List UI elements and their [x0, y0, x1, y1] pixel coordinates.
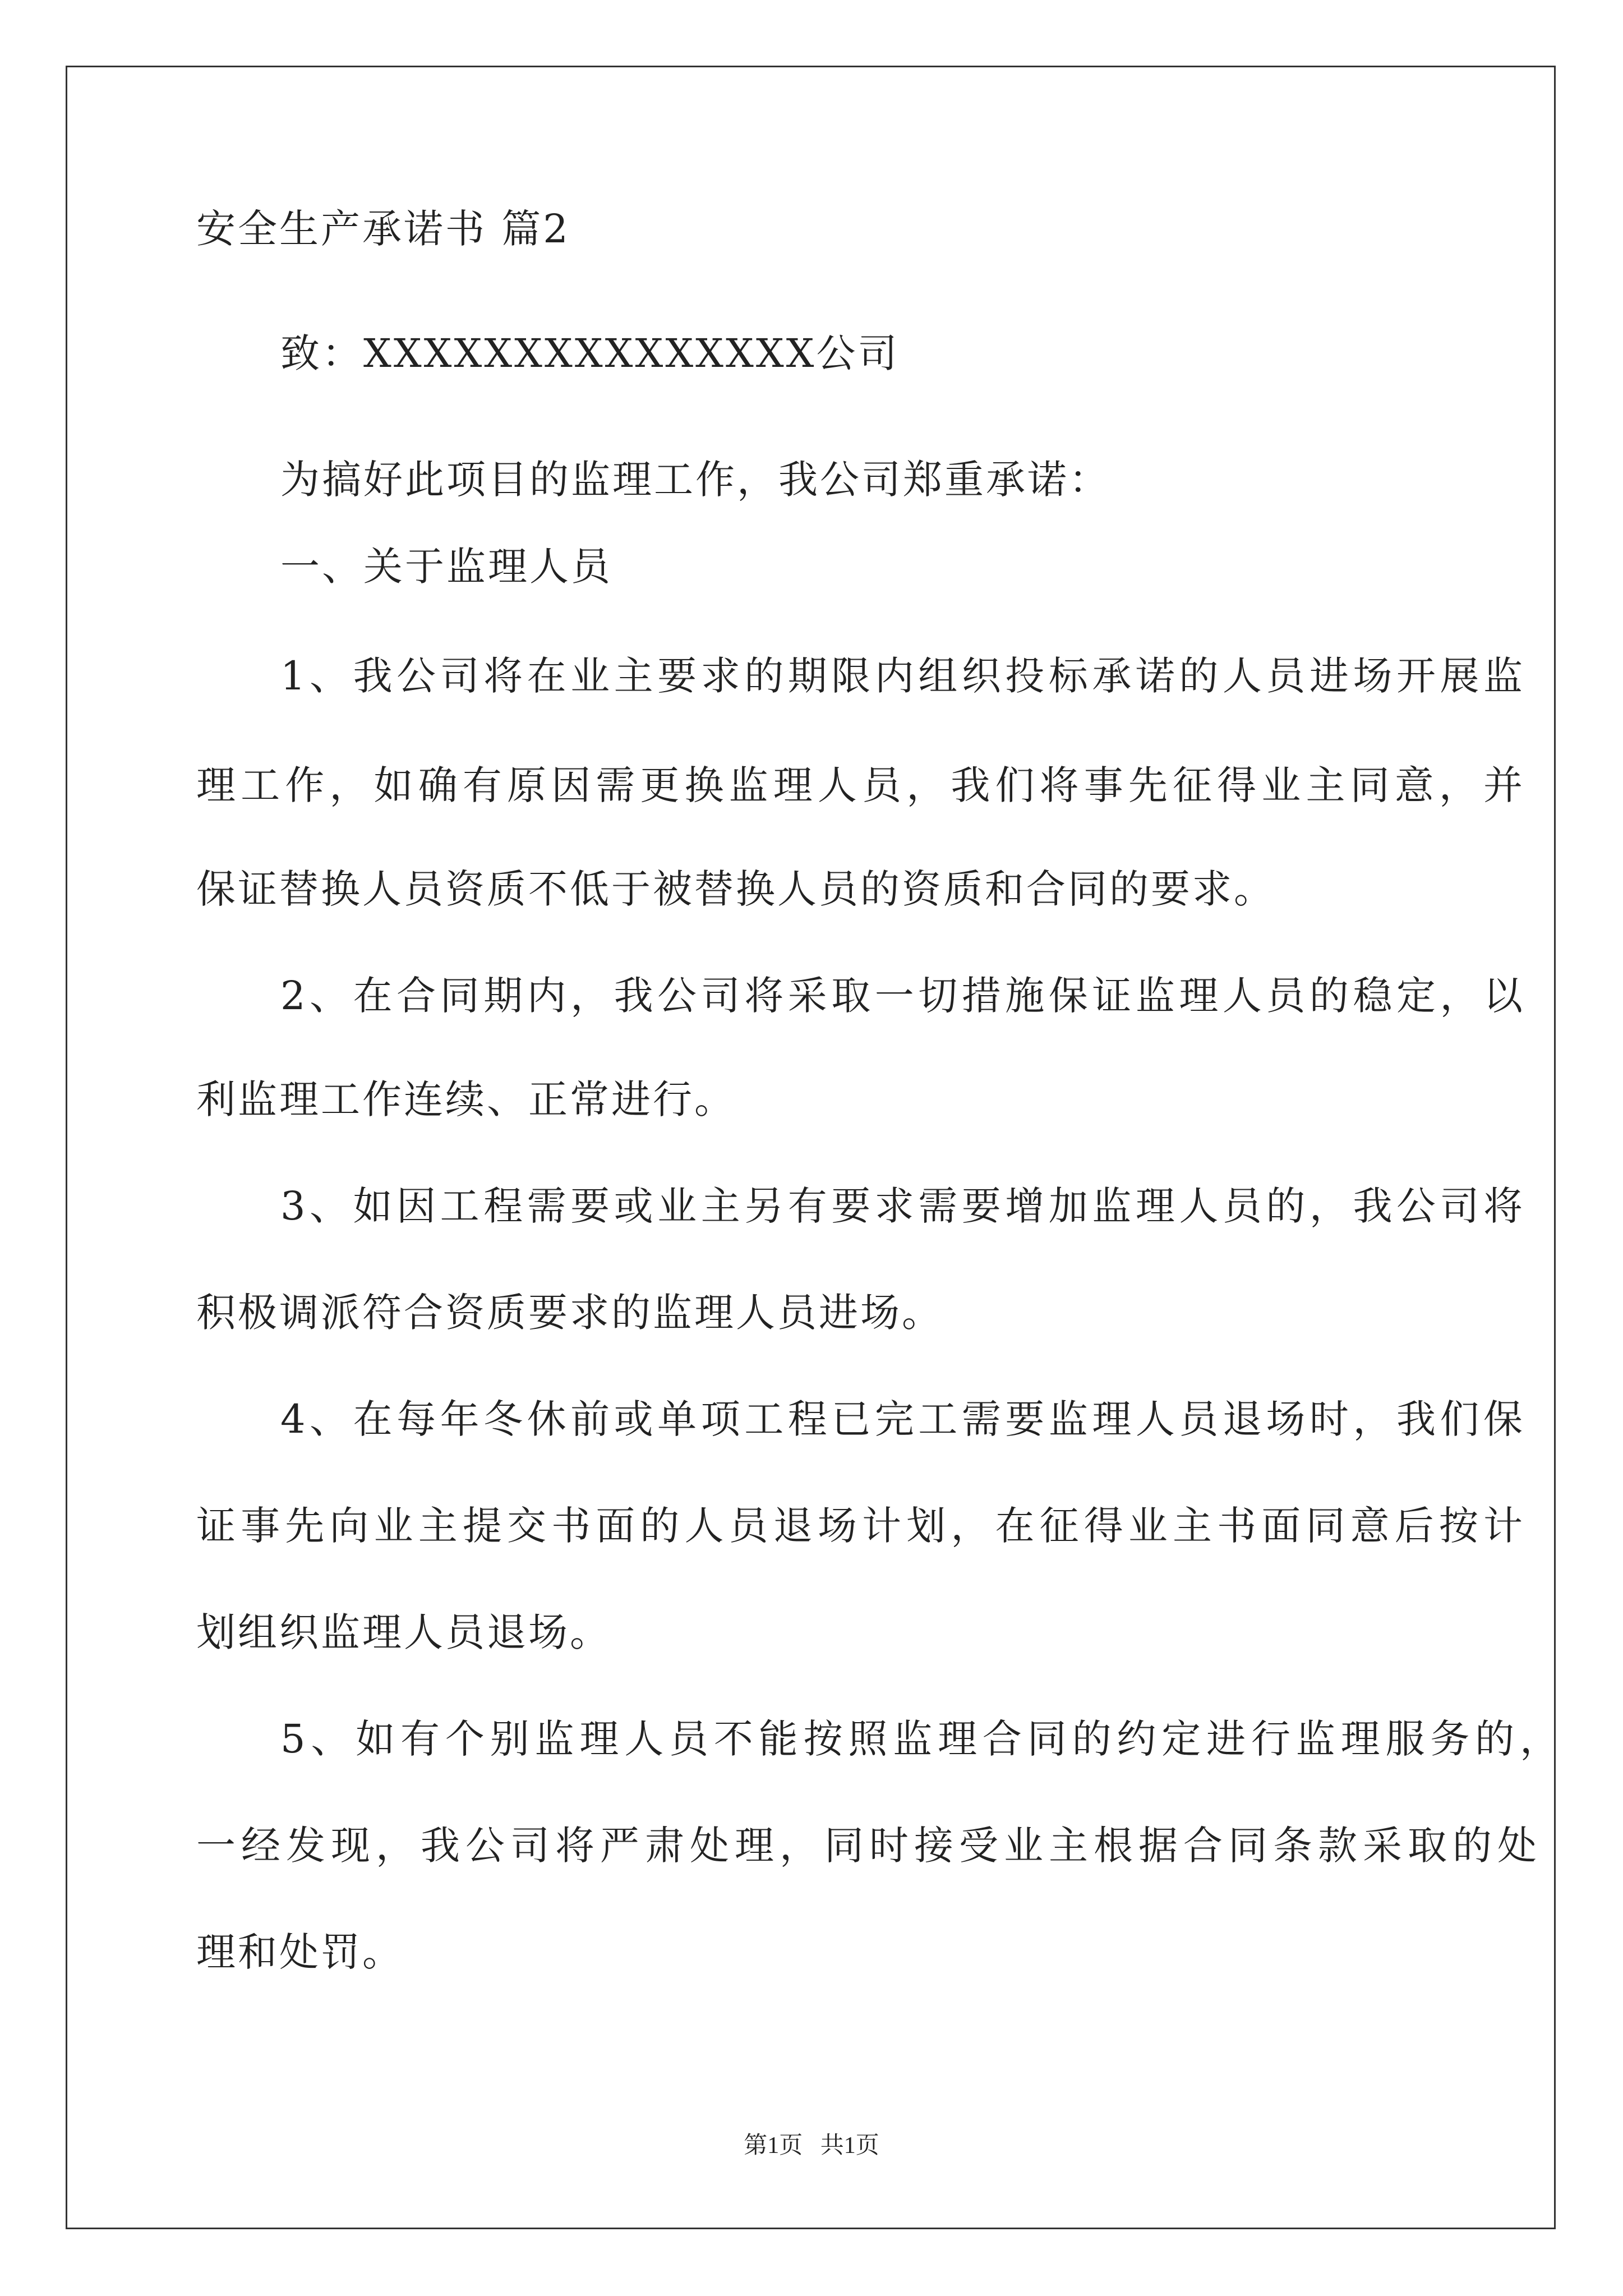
paragraph-line: 划组织监理人员退场。	[196, 1609, 611, 1655]
page-border	[66, 66, 1556, 2229]
page-number-footer: 第1页 共1页	[744, 2133, 879, 2159]
paragraph-line: 证事先向业主提交书面的人员退场计划，在征得业主书面同意后按计	[196, 1503, 1523, 1549]
paragraph-line: 积极调派符合资质要求的监理人员进场。	[196, 1290, 943, 1336]
section-heading: 一、关于监理人员	[280, 544, 612, 590]
paragraph-line: 理工作，如确有原因需更换监理人员，我们将事先征得业主同意，并	[196, 762, 1523, 808]
paragraph-line: 4、在每年冬休前或单项工程已完工需要监理人员退场时，我们保	[280, 1396, 1523, 1442]
paragraph-line: 5、如有个别监理人员不能按照监理合同的约定进行监理服务的，	[280, 1716, 1559, 1762]
paragraph-line: 2、在合同期内，我公司将采取一切措施保证监理人员的稳定，以	[280, 973, 1523, 1019]
intro-paragraph: 为搞好此项目的监理工作，我公司郑重承诺：	[280, 457, 1110, 503]
document-title: 安全生产承诺书 篇2	[196, 206, 570, 252]
paragraph-line: 理和处罚。	[196, 1929, 404, 1975]
paragraph-line: 1、我公司将在业主要求的期限内组织投标承诺的人员进场开展监	[280, 653, 1523, 699]
paragraph-line: 3、如因工程需要或业主另有要求需要增加监理人员的，我公司将	[280, 1183, 1523, 1229]
addressee-line: 致：XXXXXXXXXXXXXXX公司	[280, 330, 900, 376]
paragraph-line: 利监理工作连续、正常进行。	[196, 1076, 736, 1122]
paragraph-line: 一经发现，我公司将严肃处理，同时接受业主根据合同条款采取的处	[196, 1823, 1537, 1869]
paragraph-line: 保证替换人员资质不低于被替换人员的资质和合同的要求。	[196, 866, 1275, 912]
